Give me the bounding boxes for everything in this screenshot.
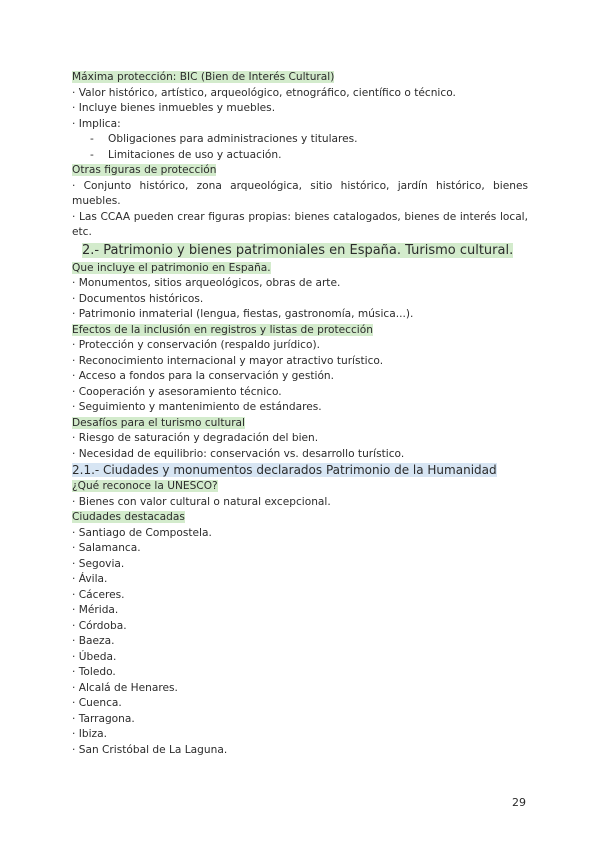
section-heading-unesco: ¿Qué reconoce la UNESCO?	[72, 480, 218, 492]
sub-list-item: - Limitaciones de uso y actuación.	[90, 148, 282, 161]
list-item: · Cooperación y asesoramiento técnico.	[72, 385, 282, 398]
list-item: · Riesgo de saturación y degradación del bien.	[72, 432, 319, 444]
list-item: · Tarragona.	[72, 712, 135, 725]
list-item: · Necesidad de equilibrio: conservación vs. desarrollo turístico.	[72, 447, 405, 460]
list-item: · Implica:	[72, 117, 121, 130]
list-item: · Cáceres.	[72, 588, 125, 601]
list-item: · San Cristóbal de La Laguna.	[72, 743, 228, 756]
list-item: · Acceso a fondos para la conservación y gestión.	[72, 370, 335, 382]
list-item: · Cuenca.	[72, 697, 122, 709]
section-heading-desafios: Desafíos para el turismo cultural	[72, 416, 245, 429]
list-item: · Protección y conservación (respaldo jurídico).	[72, 339, 320, 351]
section-heading-bic: Máxima protección: BIC (Bien de Interés Cultural)	[72, 71, 335, 83]
list-item: · Segovia.	[72, 557, 125, 570]
list-item: · Monumentos, sitios arqueológicos, obras de arte.	[72, 277, 341, 289]
paragraph: · Conjunto histórico, zona arqueológica, sitio histórico, jardín histórico, bienes muebles.	[72, 179, 528, 207]
paragraph: · Las CCAA pueden crear figuras propias: bienes catalogados, bienes de interés local, etc.	[72, 210, 528, 238]
list-item: · Seguimiento y mantenimiento de estándares.	[72, 401, 322, 413]
list-item: · Toledo.	[72, 666, 116, 678]
list-item: · Córdoba.	[72, 619, 127, 632]
list-item: · Documentos históricos.	[72, 292, 204, 305]
sub-list-item: - Obligaciones para administraciones y titulares.	[90, 133, 358, 145]
page-content	[72, 70, 528, 758]
list-item: · Ávila.	[72, 573, 108, 585]
section-heading-ciudades: Ciudades destacadas	[72, 511, 185, 523]
list-item: · Valor histórico, artístico, arqueológico, etnográfico, científico o técnico.	[72, 86, 456, 99]
section-heading-patrimonio: Que incluye el patrimonio en España.	[72, 261, 271, 274]
list-item: · Incluye bienes inmuebles y muebles.	[72, 102, 276, 114]
list-item: · Bienes con valor cultural o natural excepcional.	[72, 495, 331, 508]
list-item: · Santiago de Compostela.	[72, 526, 212, 539]
list-item: · Salamanca.	[72, 542, 141, 554]
list-item: · Reconocimiento internacional y mayor atractivo turístico.	[72, 354, 384, 367]
list-item: · Ibiza.	[72, 728, 107, 740]
section-title-2-1: 2.1.- Ciudades y monumentos declarados Patrimonio de la Humanidad	[72, 463, 497, 477]
list-item: · Patrimonio inmaterial (lengua, fiestas, gastronomía, música...).	[72, 308, 414, 320]
list-item: · Alcalá de Henares.	[72, 681, 178, 694]
list-item: · Baeza.	[72, 635, 115, 647]
list-item: · Úbeda.	[72, 650, 117, 663]
page-number: 29	[512, 796, 526, 809]
section-title-2: 2.- Patrimonio y bienes patrimoniales en España. Turismo cultural.	[82, 242, 514, 258]
list-item: · Mérida.	[72, 604, 119, 616]
section-heading-efectos: Efectos de la inclusión en registros y listas de protección	[72, 323, 373, 336]
section-heading-otras-figuras: Otras figuras de protección	[72, 164, 217, 176]
